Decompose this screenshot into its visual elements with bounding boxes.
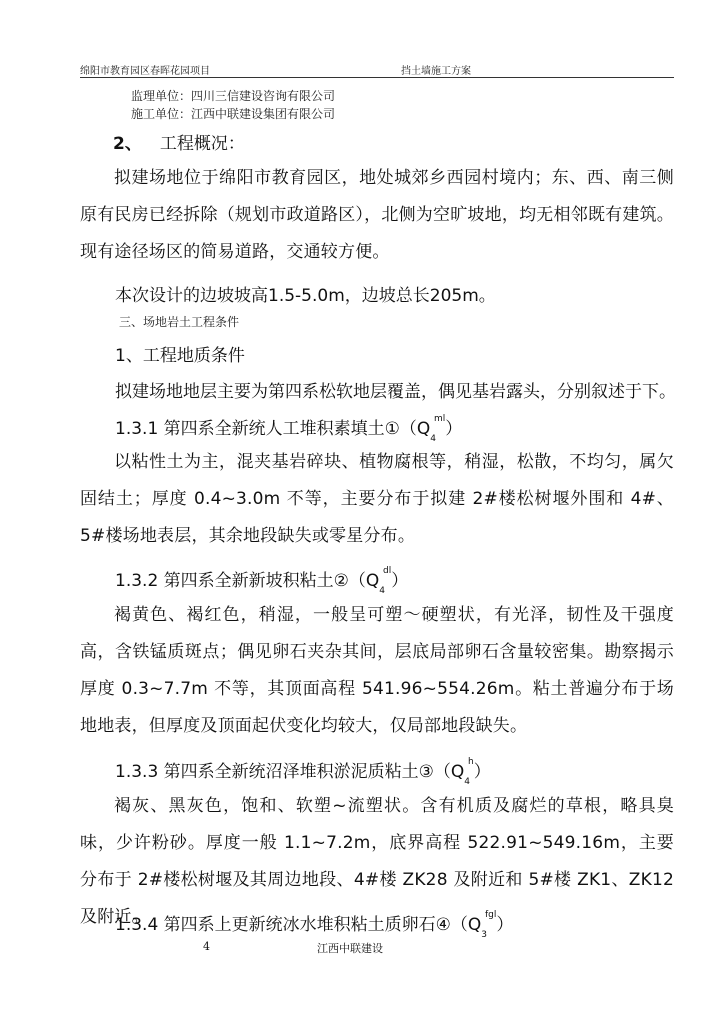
footer-page-number: 4: [203, 940, 210, 953]
heading-1-3-4-text: 1.3.4 第四系上更新统冰水堆积粘土质卵石④（Q: [115, 915, 482, 935]
header-doc-title: 挡土墙施工方案: [401, 66, 471, 77]
section-2-heading: [113, 129, 245, 154]
heading-1-3-2-text: 1.3.2 第四系全新新坡积粘土②（Q: [115, 571, 380, 591]
paragraph-clay: 褐黄色、褐红色，稍湿，一般呈可塑～硬塑状，有光泽，韧性及干强度高，含铁锰质斑点；偶见卵石夹杂其间，层底局部卵石含量较密集。勘察揭示厚度 0.3~7.7m 不等，其顶面高程 541.96~554.26m。粘土普遍分布于场地地表，但厚度及顶面起伏变化均较大，仅局部地段缺失。: [80, 605, 674, 736]
heading-1-3-3-text: 1.3.3 第四系全新统沼泽堆积淤泥质粘土③（Q: [115, 762, 465, 782]
section-3-heading: 三、场地岩土工程条件: [119, 315, 240, 329]
heading-1-3-2: [115, 566, 409, 597]
heading-1-3-3: [115, 757, 491, 788]
header-project-name: 绵阳市教育园区春晖花园项目: [80, 66, 210, 77]
section-2-title: 工程概况：: [159, 134, 245, 154]
heading-1-3-4: [115, 910, 514, 941]
supervisor-line: 监理单位：四川三信建设咨询有限公司: [131, 89, 336, 103]
heading-1-3-2-sup: dl: [383, 566, 392, 577]
paragraph-slope-design: 本次设计的边坡坡高1.5-5.0m，边坡总长205m。: [115, 286, 496, 306]
paragraph-silty-clay: 褐灰、黑灰色，饱和、软塑~流塑状。含有机质及腐烂的草根，略具臭味，少许粉砂。厚度一般 1.1~7.2m，底界高程 522.91~549.16m，主要分布于 2#楼松树堰及其周边地段、4#楼 ZK28 及附近和 5#楼 ZK1、ZK12 及附近。: [80, 796, 674, 927]
heading-1-3-1-sup: ml: [434, 414, 446, 425]
heading-1-3-3-sub: 4: [464, 777, 471, 788]
heading-1-3-1: [115, 414, 463, 445]
contractor-line: 施工单位：江西中联建设集团有限公司: [131, 107, 336, 121]
heading-1-3-1-text: 1.3.1 第四系全新统人工堆积素填土①（Q: [115, 419, 431, 439]
header-rule: [80, 77, 674, 78]
heading-geology: 1、工程地质条件: [115, 346, 245, 366]
heading-1-3-2-sub: 4: [379, 586, 386, 597]
paragraph-fill-soil: 以粘性土为主，混夹基岩碎块、植物腐根等，稍湿，松散，不均匀，属欠固结土；厚度 0.4~3.0m 不等，主要分布于拟建 2#楼松树堰外围和 4#、5#楼场地表层，其余地段缺失或零星分布。: [80, 452, 674, 546]
heading-1-3-4-sup: fgl: [485, 910, 497, 921]
footer-company: 江西中联建设: [317, 942, 383, 955]
paragraph-strata-intro: 拟建场地地层主要为第四系松软地层覆盖，偶见基岩露头，分别叙述于下。: [115, 382, 676, 402]
paragraph-site-location: 拟建场地位于绵阳市教育园区，地处城郊乡西园村境内；东、西、南三侧原有民房已经拆除（规划市政道路区），北侧为空旷坡地，均无相邻既有建筑。现有途径场区的简易道路，交通较方便。: [80, 168, 674, 262]
heading-1-3-3-sup: h: [468, 757, 474, 768]
heading-1-3-1-end: ）: [445, 419, 463, 439]
section-2-number: 2、: [113, 134, 142, 154]
heading-1-3-3-end: ）: [473, 762, 491, 782]
heading-1-3-4-sub: 3: [481, 930, 488, 941]
heading-1-3-1-sub: 4: [430, 434, 437, 445]
heading-1-3-4-end: ）: [496, 915, 514, 935]
heading-1-3-2-end: ）: [391, 571, 409, 591]
